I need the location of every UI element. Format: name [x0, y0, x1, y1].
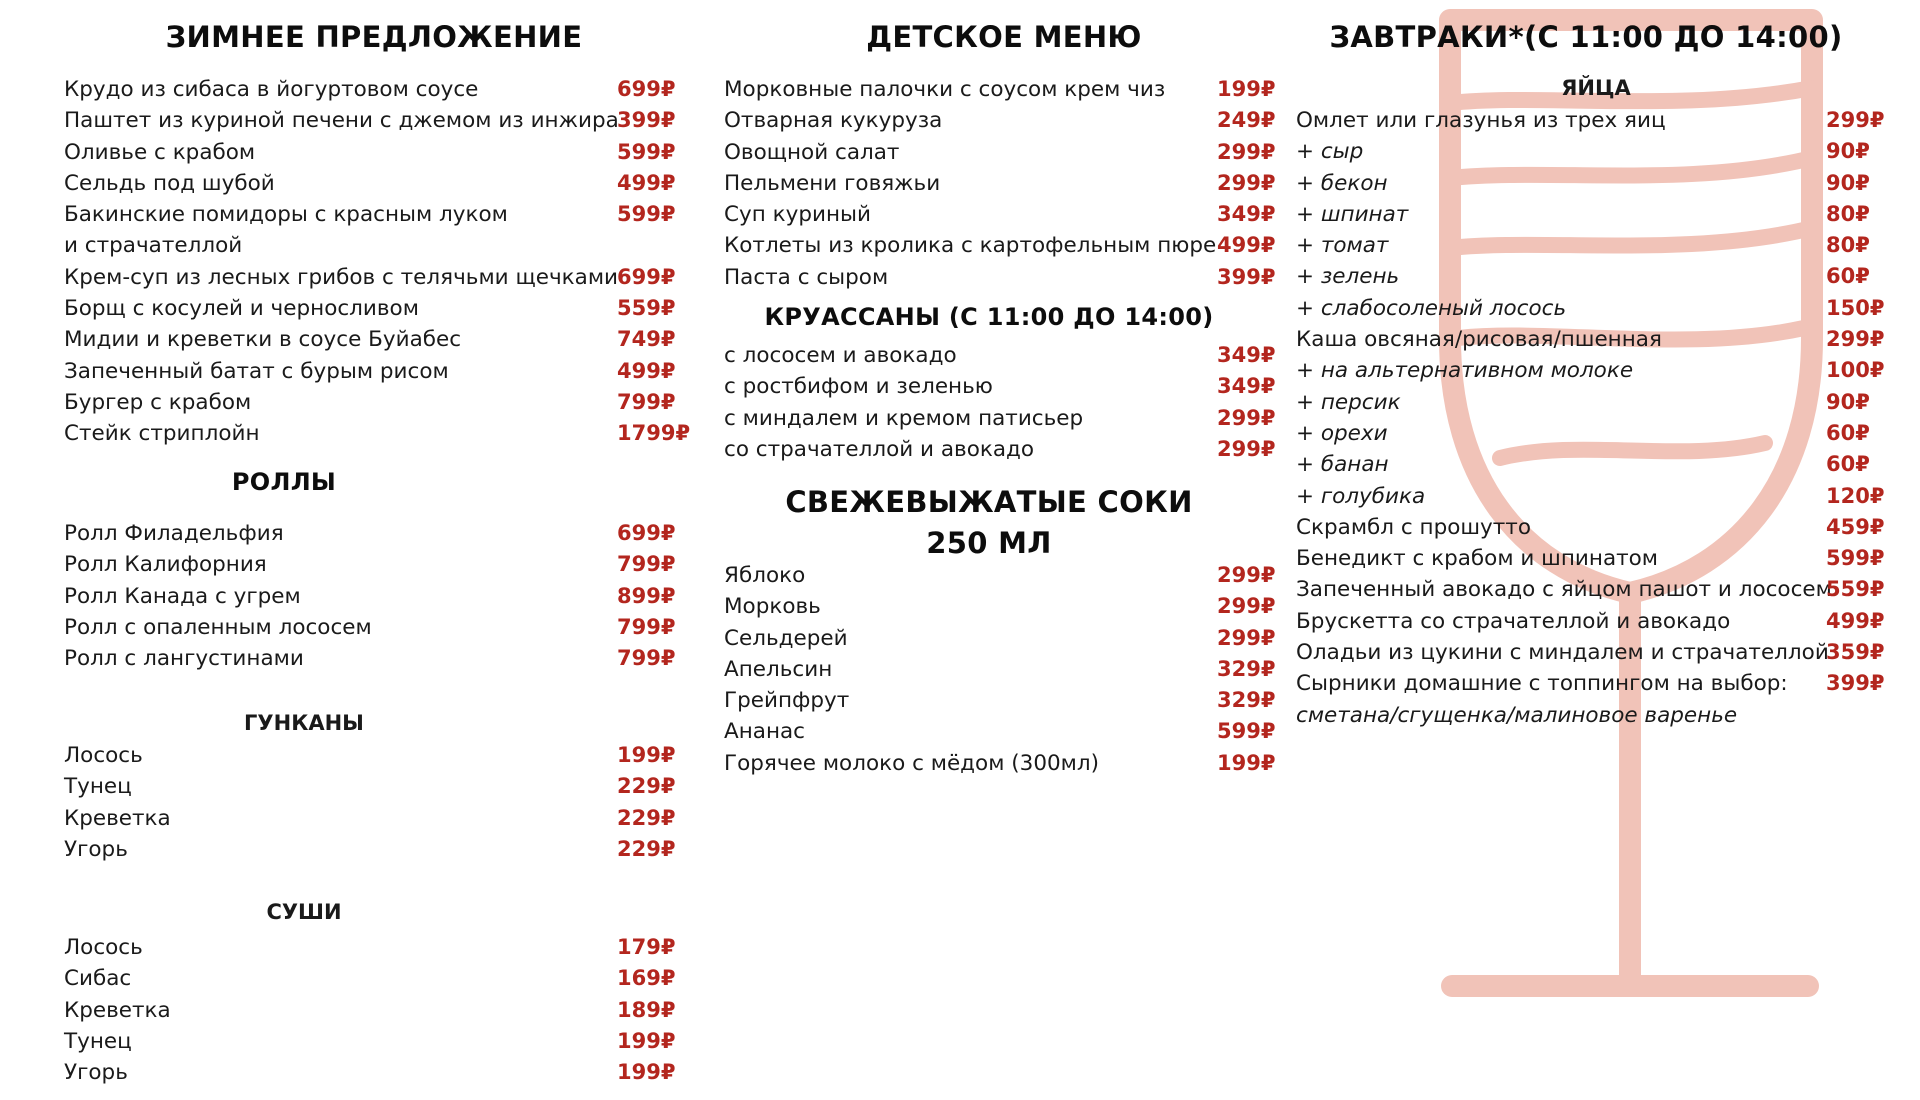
- menu-item: [1296, 606, 1896, 637]
- menu-item-price: 199₽: [617, 1060, 676, 1085]
- menu-item-price: 499₽: [1217, 233, 1276, 258]
- menu-item: [64, 581, 684, 612]
- menu-item: [1296, 324, 1896, 355]
- breakfast-list: [1296, 105, 1896, 700]
- croissants-list: [724, 340, 1284, 465]
- menu-item-name: Ролл Филадельфия: [64, 521, 284, 546]
- menu-item: [724, 623, 1284, 654]
- menu-item-name: + шпинат: [1296, 201, 1409, 227]
- menu-item: [724, 105, 1284, 136]
- section-title-breakfast: ЗАВТРАКИ*(С 11:00 ДО 14:00): [1329, 20, 1843, 54]
- section-title-winter: ЗИМНЕЕ ПРЕДЛОЖЕНИЕ: [165, 20, 583, 54]
- menu-item: [1296, 230, 1896, 261]
- menu-item-price: 249₽: [1217, 108, 1276, 133]
- section-title-gunkan: ГУНКАНЫ: [244, 711, 364, 735]
- menu-item: [64, 137, 684, 168]
- menu-item: [64, 293, 684, 324]
- menu-item: [64, 771, 684, 802]
- menu-item: [1296, 199, 1896, 230]
- menu-item: [64, 549, 684, 580]
- menu-item-price: 229₽: [617, 805, 676, 830]
- menu-item: [1296, 543, 1896, 574]
- menu-item-name: со страчателлой и авокадо: [724, 436, 1035, 462]
- menu-item-name: Яблоко: [724, 563, 806, 588]
- section-title-kids: ДЕТСКОЕ МЕНЮ: [866, 20, 1142, 54]
- menu-item-price: 799₽: [617, 614, 676, 639]
- menu-item-price: 80₽: [1826, 233, 1870, 258]
- kids-list: [724, 74, 1284, 293]
- menu-item-price: 299₽: [1217, 625, 1276, 650]
- menu-item-name: Тунец: [64, 774, 132, 800]
- menu-item-price: 299₽: [1217, 139, 1276, 164]
- menu-item-name: Креветка: [64, 997, 171, 1023]
- menu-item: [64, 105, 684, 136]
- menu-item-price: 299₽: [1217, 405, 1276, 430]
- menu-item-price: 599₽: [617, 139, 676, 164]
- menu-item: [64, 1057, 684, 1088]
- menu-item-name: + банан: [1296, 452, 1389, 478]
- menu-item: [64, 932, 684, 963]
- menu-item-price: 399₽: [1826, 671, 1885, 696]
- menu-item-name: + сыр: [1296, 139, 1364, 165]
- menu-item-name: Апельсин: [724, 656, 833, 682]
- menu-item-name: Тунец: [64, 1028, 132, 1054]
- menu-item-price: 459₽: [1826, 514, 1885, 539]
- menu-item: [1296, 136, 1896, 167]
- menu-item-name: Паста с сыром: [724, 264, 889, 290]
- menu-item: [1296, 387, 1896, 418]
- section-title-sushi: СУШИ: [266, 900, 342, 924]
- menu-item-name: + на альтернативном молоке: [1296, 358, 1634, 384]
- menu-item: [1296, 574, 1896, 605]
- menu-item-price: 90₽: [1826, 389, 1870, 414]
- menu-item-name: Крудо из сибаса в йогуртовом соусе: [64, 77, 479, 102]
- menu-item-name: + бекон: [1296, 170, 1388, 196]
- menu-item: [724, 371, 1284, 402]
- menu-item: [1296, 355, 1896, 386]
- menu-item-price: 229₽: [617, 774, 676, 799]
- menu-item-name: Креветка: [64, 805, 171, 831]
- gunkan-list: [64, 740, 684, 865]
- menu-item-price: 189₽: [617, 997, 676, 1022]
- menu-item-name: Морковь: [724, 594, 821, 620]
- menu-item-name: Лосось: [64, 935, 143, 960]
- menu-item-price: 899₽: [617, 583, 676, 608]
- menu-item-price: 150₽: [1826, 295, 1885, 320]
- menu-item-name: + орехи: [1296, 420, 1388, 446]
- menu-item: [64, 803, 684, 834]
- menu-item: [724, 748, 1284, 779]
- menu-item: [64, 834, 684, 865]
- menu-item-name: + голубика: [1296, 483, 1426, 509]
- menu-item-price: 699₽: [617, 264, 676, 289]
- menu-item-price: 90₽: [1826, 139, 1870, 164]
- menu-item-name: Сибас: [64, 966, 132, 992]
- menu-item-price: 299₽: [1217, 436, 1276, 461]
- menu-item-price: 299₽: [1826, 108, 1885, 132]
- menu-item-name: Грейпфрут: [724, 688, 850, 714]
- menu-item-name: Лосось: [64, 743, 143, 768]
- menu-item-price: 299₽: [1217, 170, 1276, 195]
- menu-item: [1296, 105, 1896, 136]
- menu-item-price: 559₽: [617, 296, 676, 321]
- menu-item-name: Котлеты из кролика с картофельным пюре: [724, 233, 1217, 259]
- menu-item-name: Стейк стриплойн: [64, 421, 260, 447]
- menu-item-price: 499₽: [617, 358, 676, 383]
- menu-item-price: 349₽: [1217, 374, 1276, 399]
- menu-item-price: 399₽: [1217, 264, 1276, 289]
- menu-item-price: 60₽: [1826, 420, 1870, 445]
- menu-item-name: с миндалем и кремом патисьер: [724, 405, 1084, 431]
- menu-item-name: Каша овсяная/рисовая/пшенная: [1296, 327, 1662, 353]
- sushi-list: [64, 932, 684, 1088]
- section-title-juices: СВЕЖЕВЫЖАТЫЕ СОКИ: [785, 485, 1193, 519]
- menu-item-name: Паштет из куриной печени с джемом из инжира: [64, 108, 619, 134]
- menu-item: [1296, 168, 1896, 199]
- menu-item-price: 699₽: [617, 521, 676, 545]
- juices-list: [724, 560, 1284, 779]
- menu-item-name: Брускетта со страчателлой и авокадо: [1296, 608, 1731, 634]
- menu-item: [1296, 481, 1896, 512]
- menu-item-price: 799₽: [617, 552, 676, 577]
- menu-item-price: 179₽: [617, 935, 676, 959]
- menu-item-name: Бенедикт с крабом и шпинатом: [1296, 546, 1659, 572]
- menu-item: [724, 74, 1284, 105]
- menu-item: [64, 418, 691, 449]
- menu-item-price: 299₽: [1826, 327, 1885, 352]
- menu-item-name: Ролл Калифорния: [64, 552, 267, 578]
- menu-item-price: 329₽: [1217, 656, 1276, 681]
- menu-item: [724, 685, 1284, 716]
- section-title-croissants: КРУАССАНЫ (С 11:00 ДО 14:00): [764, 303, 1214, 331]
- menu-item-name: с лососем и авокадо: [724, 343, 957, 368]
- menu-item-price: 399₽: [617, 108, 676, 133]
- menu-item: [724, 137, 1284, 168]
- rolls-list: [64, 518, 684, 674]
- menu-item: [64, 356, 684, 387]
- menu-item-name: Запеченный батат с бурым рисом: [64, 358, 449, 384]
- menu-item: [724, 230, 1284, 261]
- menu-item: [1296, 261, 1896, 292]
- menu-item: [1296, 512, 1896, 543]
- menu-item-name: Бакинские помидоры с красным луком и страчателлой: [64, 202, 508, 259]
- menu-item: [64, 518, 684, 549]
- menu-item-name: Оливье с крабом: [64, 139, 256, 165]
- menu-item-name: Горячее молоко с мёдом (300мл): [724, 750, 1100, 776]
- menu-item: [724, 199, 1284, 230]
- menu-item: [724, 262, 1284, 293]
- menu-item-name: Сельдь под шубой: [64, 170, 275, 196]
- menu-item-price: 599₽: [1826, 546, 1885, 571]
- menu-item-price: 329₽: [1217, 688, 1276, 713]
- menu-item-price: 349₽: [1217, 343, 1276, 367]
- menu-item: [1296, 418, 1896, 449]
- menu-item-name: Сырники домашние с топпингом на выбор:: [1296, 671, 1788, 697]
- menu-item: [64, 262, 684, 293]
- menu-item-price: 199₽: [1217, 77, 1276, 101]
- menu-item: [64, 1026, 684, 1057]
- menu-item-name: Ананас: [724, 719, 805, 745]
- menu-item-price: 80₽: [1826, 201, 1870, 226]
- menu-item: [1296, 668, 1896, 699]
- menu-item-price: 599₽: [617, 202, 676, 227]
- menu-item-price: 120₽: [1826, 483, 1885, 508]
- menu-item: [64, 168, 684, 199]
- menu-item: [724, 654, 1284, 685]
- menu-item-name: Сельдерей: [724, 625, 848, 651]
- menu-item-price: 169₽: [617, 966, 676, 991]
- menu-item: [64, 612, 684, 643]
- menu-item-name: Угорь: [64, 1060, 128, 1086]
- menu-item-name: Пельмени говяжьи: [724, 170, 941, 196]
- menu-item-price: 1799₽: [617, 421, 691, 446]
- menu-item: [64, 963, 684, 994]
- menu-item-price: 60₽: [1826, 264, 1870, 289]
- menu-item: [64, 74, 684, 105]
- menu-item-name: Бургер с крабом: [64, 389, 252, 415]
- menu-item-price: 559₽: [1826, 577, 1885, 602]
- menu-item-name: Суп куриный: [724, 202, 871, 228]
- menu-item: [724, 591, 1284, 622]
- menu-item-price: 359₽: [1826, 640, 1885, 665]
- menu-item: [1296, 449, 1896, 480]
- menu-item-name: + томат: [1296, 233, 1389, 259]
- menu-item-price: 699₽: [617, 77, 676, 101]
- menu-item-price: 749₽: [617, 327, 676, 352]
- menu-item-name: Мидии и креветки в соусе Буйабес: [64, 327, 462, 353]
- menu-item-name: Крем-суп из лесных грибов с телячьми щечками: [64, 264, 619, 290]
- menu-item: [724, 168, 1284, 199]
- menu-item-name: Ролл Канада с угрем: [64, 583, 301, 609]
- winter-list: [64, 74, 691, 450]
- menu-item-price: 499₽: [1826, 608, 1885, 633]
- menu-item: [64, 643, 684, 674]
- menu-item-price: 60₽: [1826, 452, 1870, 477]
- menu-item: [64, 740, 684, 771]
- menu-item-price: 349₽: [1217, 202, 1276, 227]
- menu-item: [64, 995, 684, 1026]
- section-title-rolls: РОЛЛЫ: [231, 468, 337, 496]
- menu-item-price: 599₽: [1217, 719, 1276, 744]
- menu-item-name: с ростбифом и зеленью: [724, 374, 993, 400]
- menu-item-name: Борщ с косулей и черносливом: [64, 296, 419, 322]
- menu-item-name: Угорь: [64, 836, 128, 862]
- menu-item-price: 229₽: [617, 836, 676, 861]
- menu-item-name: Ролл с опаленным лососем: [64, 614, 372, 640]
- section-subtitle-juices: 250 МЛ: [926, 526, 1052, 560]
- menu-item-price: 199₽: [617, 743, 676, 767]
- menu-item-name: Запеченный авокадо с яйцом пашот и лососем: [1296, 577, 1832, 603]
- menu-item: [724, 716, 1284, 747]
- menu-item-price: 299₽: [1217, 594, 1276, 619]
- menu-item: [64, 324, 684, 355]
- section-subtitle-eggs: ЯЙЦА: [1561, 76, 1631, 100]
- menu-item-name: Овощной салат: [724, 139, 900, 165]
- menu-item-price: 799₽: [617, 646, 676, 671]
- menu-item: [1296, 637, 1896, 668]
- menu-item-name: + зелень: [1296, 264, 1400, 290]
- menu-item: [724, 403, 1284, 434]
- menu-item: [724, 340, 1284, 371]
- menu-item-name: Омлет или глазунья из трех яиц: [1296, 108, 1666, 133]
- menu-item-price: 499₽: [617, 170, 676, 195]
- menu-item-name: Ролл с лангустинами: [64, 646, 304, 672]
- menu-item-price: 199₽: [1217, 750, 1276, 775]
- menu-item: [724, 560, 1284, 591]
- menu-item-name: Морковные палочки с соусом крем чиз: [724, 77, 1166, 102]
- menu-item-name: + персик: [1296, 389, 1401, 415]
- menu-item-name: Скрамбл с прошутто: [1296, 514, 1531, 540]
- menu-item-price: 799₽: [617, 389, 676, 414]
- menu-item-name: + слабосоленый лосось: [1296, 295, 1567, 321]
- syrniki-toppings-note: сметана/сгущенка/малиновое варенье: [1296, 703, 1738, 728]
- menu-item-price: 100₽: [1826, 358, 1885, 383]
- menu-item: [64, 387, 684, 418]
- menu-item: [64, 199, 684, 262]
- menu-item-price: 299₽: [1217, 563, 1276, 587]
- menu-item-name: Отварная кукуруза: [724, 108, 943, 134]
- menu-item-name: Оладьи из цукини с миндалем и страчателлой: [1296, 640, 1829, 666]
- menu-item-price: 199₽: [617, 1028, 676, 1053]
- menu-item: [724, 434, 1284, 465]
- menu-item: [1296, 293, 1896, 324]
- menu-item-price: 90₽: [1826, 170, 1870, 195]
